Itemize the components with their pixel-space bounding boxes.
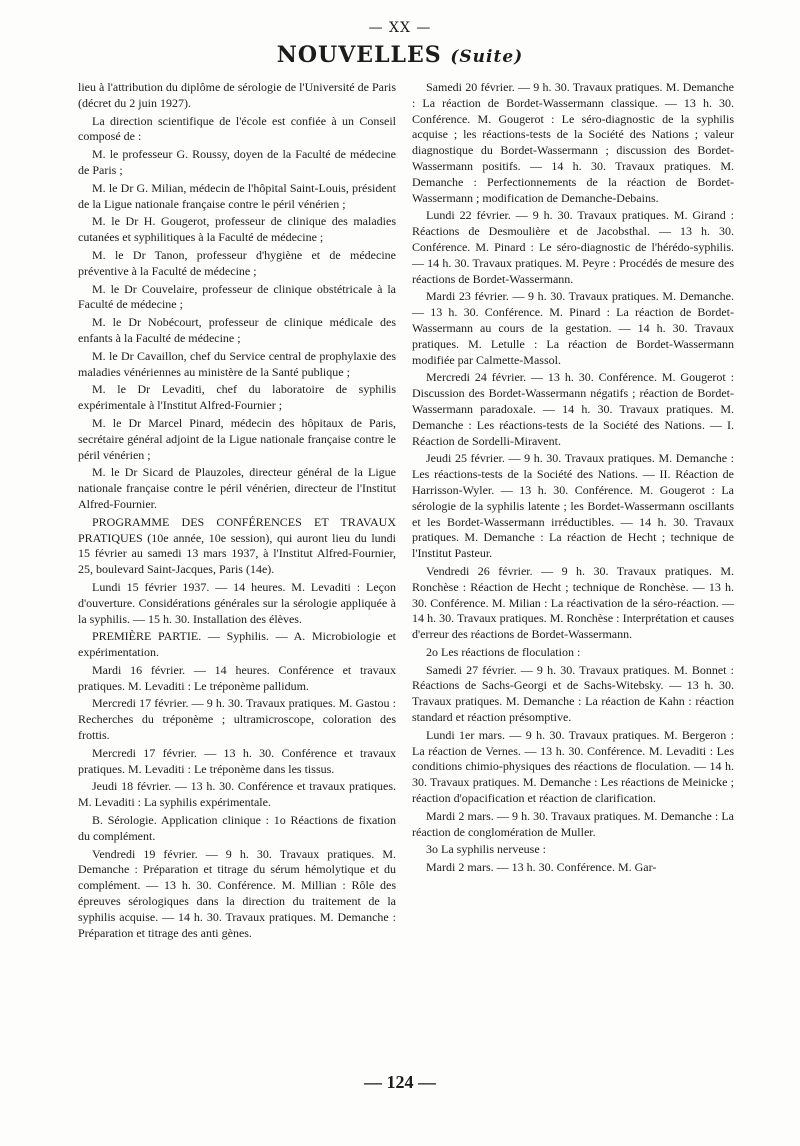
paragraph: M. le Dr Levaditi, chef du laboratoire de syphilis expérimentale à l'Institut Alfred-Fournier ; bbox=[78, 382, 396, 413]
paragraph: M. le Dr Couvelaire, professeur de clinique obstétricale à la Faculté de médecine ; bbox=[78, 281, 396, 312]
schedule-entry: Mardi 23 février. — 9 h. 30. Travaux pratiques. M. Demanche. — 13 h. 30. Conférence. M. Pinard : La réaction de Bordet-Wassermann au cours de la gestation. — 14 h. 30. Travaux pratiques. M. Letulle : La réaction de Bordet-Wassermann modifiée par Calmette-Massol. bbox=[412, 289, 734, 367]
schedule-entry: Mercredi 17 février. — 13 h. 30. Conférence et travaux pratiques. M. Levaditi : Le tréponème dans les tissus. bbox=[78, 745, 396, 776]
title-text: NOUVELLES bbox=[276, 42, 442, 68]
right-column bbox=[412, 80, 734, 878]
paragraph: M. le Dr Nobécourt, professeur de clinique médicale des enfants à la Faculté de médecine ; bbox=[78, 315, 396, 345]
paragraph: M. le Dr Marcel Pinard, médecin des hôpitaux de Paris, secrétaire général adjoint de la Ligue nationale française contre le péril vénérien ; bbox=[78, 415, 396, 462]
title-suite: (Suite) bbox=[450, 47, 524, 67]
page-number: — 124 — bbox=[364, 1072, 436, 1092]
schedule-entry: Mardi 16 février. — 14 heures. Conférence et travaux pratiques. M. Levaditi : Le tréponème pallidum. bbox=[78, 662, 396, 693]
paragraph: M. le professeur G. Roussy, doyen de la Faculté de médecine de Paris ; bbox=[78, 147, 396, 177]
schedule-entry: Lundi 22 février. — 9 h. 30. Travaux pratiques. M. Girand : Réactions de Desmoulière et de Jacobsthal. — 13 h. 30. Conférence. M. Pinard : Le séro-diagnostic de l'hérédo-syphilis. — 14 h. 30. Travaux pratiques. M. Peyre : Procédés de mesure des réactions de Bordet-Wassermann. bbox=[412, 208, 734, 286]
section-heading: 3o La syphilis nerveuse : bbox=[426, 842, 546, 857]
schedule-entry: Mardi 2 mars. — 9 h. 30. Travaux pratiques. M. Demanche : La réaction de conglomération de Muller. bbox=[412, 808, 734, 839]
schedule-entry: Vendredi 19 février. — 9 h. 30. Travaux pratiques. M. Demanche : Préparation et titrage du sérum hémolytique et du complément. — 13 h. 30. Conférence. M. Millian : Rôle des épreuves sérologiques dans la direction du traitement de la syphilis acquise. — 14 h. 30. Travaux pratiques. M. Demanche : Préparation et titrage des anti gènes. bbox=[78, 846, 396, 940]
page-title bbox=[0, 42, 800, 68]
schedule-entry: Mercredi 17 février. — 9 h. 30. Travaux pratiques. M. Gastou : Recherches du tréponème ; ultramicroscope, coloration des frottis. bbox=[78, 696, 396, 743]
paragraph: lieu à l'attribution du diplôme de sérologie de l'Université de Paris (décret du 2 juin 1927). bbox=[78, 80, 396, 110]
left-column bbox=[78, 80, 396, 943]
schedule-entry: Lundi 1er mars. — 9 h. 30. Travaux pratiques. M. Bergeron : La réaction de Vernes. — 13 h. 30. Conférence. M. Levaditi : Les conditions chimio-physiques des réactions de floculation. — 14 h. 30. Travaux pratiques. M. Demanche : Les réactions de Meinicke ; réaction d'opacification et réaction de clarification. bbox=[412, 727, 734, 806]
paragraph: La direction scientifique de l'école est confiée à un Conseil composé de : bbox=[78, 113, 396, 144]
paragraph: M. le Dr Sicard de Plauzoles, directeur général de la Ligue nationale française contre le péril vénérien, directeur de l'Institut Alfred-Fournier. bbox=[78, 465, 396, 511]
schedule-entry: Mardi 2 mars. — 13 h. 30. Conférence. M. Gar- bbox=[426, 860, 657, 875]
section-heading: B. Sérologie. Application clinique : 1o Réactions de fixation du complément. bbox=[78, 813, 396, 843]
part-heading: PREMIÈRE PARTIE. — Syphilis. — A. Microbiologie et expérimentation. bbox=[78, 629, 396, 660]
schedule-entry: Samedi 27 février. — 9 h. 30. Travaux pratiques. M. Bonnet : Réactions de Sachs-Georgi et de Sachs-Witebsky. — 13 h. 30. Travaux pratiques. M. Demanche : La réaction de Kahn : réaction standard et réaction présomptive. bbox=[412, 662, 734, 725]
section-heading: 2o Les réactions de floculation : bbox=[426, 644, 581, 659]
schedule-entry: Vendredi 26 février. — 9 h. 30. Travaux pratiques. M. Ronchèse : Réaction de Hecht ; technique de Ronchèse. — 13 h. 30. Conférence. M. Milian : La réactivation de la séro-réaction. — 14 h. 30. Travaux pratiques. M. Ronchèse : Interprétation et causes d'erreur des réactions de Bordet-Wassermann. bbox=[412, 563, 734, 642]
paragraph: M. le Dr G. Milian, médecin de l'hôpital Saint-Louis, président de la Ligue nationale française contre le péril vénérien ; bbox=[78, 180, 396, 211]
paragraph: M. le Dr Cavaillon, chef du Service central de prophylaxie des maladies vénériennes au ministère de la Santé publique ; bbox=[78, 348, 396, 379]
program-heading: PROGRAMME DES CONFÉRENCES ET TRAVAUX PRATIQUES (10e année, 10e session), qui auront lieu du lundi 15 février au samedi 13 mars 1937, à l'Institut Alfred-Fournier, 25, boulevard Saint-Jacques, Paris (14e). bbox=[78, 514, 396, 577]
schedule-entry: Jeudi 25 février. — 9 h. 30. Travaux pratiques. M. Demanche : Les réactions-tests de la Société des Nations. — II. Réaction de Harrisson-Wyler. — 13 h. 30. Conférence. M. Gougerot : La sérologie de la syphilis latente ; les Bordet-Wassermann oscillants et les Bordet-Wassermann irréductibles. — 14 h. 30. Travaux pratiques. M. Demanche : La réaction de Hecht ; technique de l'Institut Pasteur. bbox=[412, 451, 734, 561]
schedule-entry: Mercredi 24 février. — 13 h. 30. Conférence. M. Gougerot : Discussion des Bordet-Wassermann négatifs ; réaction de Bordet-Wassermann paradoxale. — 14 h. 30. Travaux pratiques. M. Demanche : Les réactions-tests de la Société des Nations. — I. Réaction de Sordelli-Miravent. bbox=[412, 370, 734, 448]
schedule-entry: Lundi 15 février 1937. — 14 heures. M. Levaditi : Leçon d'ouverture. Considérations générales sur la sérologie appliquée à la syphilis. — 15 h. 30. Installation des élèves. bbox=[78, 579, 396, 626]
schedule-entry: Jeudi 18 février. — 13 h. 30. Conférence et travaux pratiques. M. Levaditi : La syphilis expérimentale. bbox=[78, 779, 396, 810]
paragraph: M. le Dr Tanon, professeur d'hygiène et de médecine préventive à la Faculté de médecine ; bbox=[78, 247, 396, 278]
schedule-entry: Samedi 20 février. — 9 h. 30. Travaux pratiques. M. Demanche : La réaction de Bordet-Wassermann classique. — 13 h. 30. Conférence. M. Gougerot : Le séro-diagnostic de la syphilis acquise ; les réactions-tests de la Société des Nations ; valeur diagnostique du Bordet-Wassermann ; discussion des Bordet-Wassermann positifs. — 14 h. 30. Travaux pratiques. M. Demanche : Perfectionnements de la réaction de Bordet-Wassermann ; modification de Demanche-Debains. bbox=[412, 80, 734, 205]
page-roman-numeral: — XX — bbox=[368, 20, 432, 36]
paragraph: M. le Dr H. Gougerot, professeur de clinique des maladies cutanées et syphilitiques à la Faculté de médecine ; bbox=[78, 214, 396, 245]
